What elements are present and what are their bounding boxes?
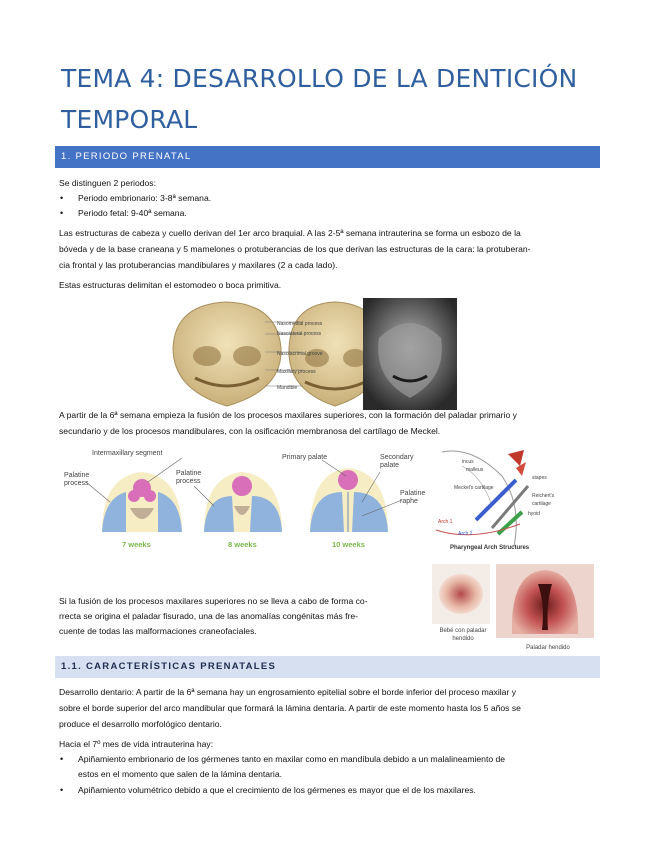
- bullet-icon: •: [60, 193, 64, 203]
- intro-text: Se distinguen 2 periodos:: [59, 178, 156, 188]
- bullet-continuation: estos en el momento que salen de la lámina dentaria.: [78, 769, 282, 779]
- figure-label: Palatine process: [64, 472, 90, 487]
- bullet-text: Apiñamiento volumétrico debido a que el crecimiento de los gérmenes es mayor que el de los maxilares.: [78, 785, 476, 795]
- figure-caption: Bebé con paladar hendido: [439, 628, 487, 642]
- bullet-text: Periodo embrionario: 3-8ª semana.: [78, 193, 212, 203]
- paragraph-line: Estas estructuras delimitan el estomodeo o boca primitiva.: [59, 280, 282, 290]
- figure-label: hyoid: [528, 511, 540, 517]
- paragraph-line: cia frontal y las protuberancias mandibulares y maxilares (2 a cada lado).: [59, 260, 338, 270]
- figure-caption: Pharyngeal Arch Structures: [450, 545, 530, 551]
- figure-label: malleus: [466, 467, 484, 473]
- paragraph-line: secundario y de los procesos mandibulares, con la osificación membranosa del cartílago de Meckel.: [59, 426, 441, 436]
- figure-label: Nasomedial process: [277, 321, 323, 327]
- figure-label: Primary palate: [282, 454, 328, 461]
- bullet-icon: •: [60, 208, 64, 218]
- paragraph-line: produce el desarrollo morfológico dentario.: [59, 719, 222, 729]
- palate-development-figure: [62, 446, 432, 556]
- week-label: 7 weeks: [122, 540, 151, 549]
- paragraph-line: bóveda y de la base craneana y 5 mamelones o protuberancias de los que derivan las estructuras de la cara: la protuberan-: [59, 244, 531, 254]
- section-heading-prenatal-characteristics: 1.1. CARACTERÍSTICAS PRENATALES: [55, 656, 600, 678]
- paragraph-line: Desarrollo dentario: A partir de la 6ª semana hay un engrosamiento epitelial sobre el borde inferior del proceso maxilar y: [59, 687, 516, 697]
- paragraph-line: Las estructuras de cabeza y cuello derivan del 1er arco braquial. A las 2-5ª semana intrauterina se forma un esbozo de la: [59, 228, 521, 238]
- paragraph-line: A partir de la 6ª semana empieza la fusión de los procesos maxilares superiores, con la formación del paladar primario y: [59, 410, 517, 420]
- bullet-icon: •: [60, 785, 64, 795]
- bullet-fetal: [60, 206, 187, 221]
- figure-label: Mandible: [277, 385, 298, 391]
- pharyngeal-arch-figure: [432, 446, 572, 556]
- figure-label: Palatine raphe: [400, 490, 426, 505]
- paragraph-line: sobre el borde superior del arco mandibular que formará la lámina dentaria. A partir de este momento hasta los 5 años se: [59, 703, 521, 713]
- paragraph-line: rrecta se origina el paladar fisurado, una de las anomalías congénitas más fre-: [59, 611, 359, 621]
- figure-label: incus: [462, 459, 474, 465]
- embryo-face-figure: [165, 298, 457, 410]
- figure-label: Reichert's cartilage: [532, 493, 555, 507]
- figure-label: Arch 2: [458, 531, 473, 537]
- bullet-text: Periodo fetal: 9-40ª semana.: [78, 208, 187, 218]
- figure-label: Palatine process: [176, 470, 202, 485]
- cleft-palate-figure: [432, 564, 594, 656]
- bullet-icon: •: [60, 754, 64, 764]
- figure-label: Intermaxillary segment: [92, 450, 163, 457]
- figure-label: Secondary palate: [380, 454, 414, 469]
- figure-label: Nasolacrimal groove: [277, 351, 323, 357]
- page-title: TEMA 4: DESARROLLO DE LA DENTICIÓN TEMPORAL: [61, 64, 578, 134]
- bullet-volumetric-crowding: [60, 783, 476, 798]
- figure-label: Arch 1: [438, 519, 453, 525]
- section-heading-prenatal: 1. PERIODO PRENATAL: [55, 146, 600, 168]
- paragraph-line: Hacia el 7º mes de vida intrauterina hay:: [59, 739, 214, 749]
- week-label: 8 weeks: [228, 540, 257, 549]
- figure-label: Maxillary process: [277, 369, 316, 375]
- figure-label: Nasolateral process: [277, 331, 322, 337]
- figure-label: stapes: [532, 475, 547, 481]
- bullet-text: Apiñamiento embrionario de los gérmenes tanto en maxilar como en mandíbula debido a un malalineamiento de: [78, 754, 506, 764]
- paragraph-line: Si la fusión de los procesos maxilares superiores no se lleva a cabo de forma co-: [59, 596, 368, 606]
- figure-label: Meckel's cartilage: [454, 485, 494, 491]
- bullet-embryonic-crowding: [60, 752, 506, 767]
- paragraph-line: cuente de todas las malformaciones craneofaciales.: [59, 626, 257, 636]
- bullet-embryonic: [60, 191, 212, 206]
- figure-caption: Paladar hendido: [526, 645, 570, 651]
- week-label: 10 weeks: [332, 540, 365, 549]
